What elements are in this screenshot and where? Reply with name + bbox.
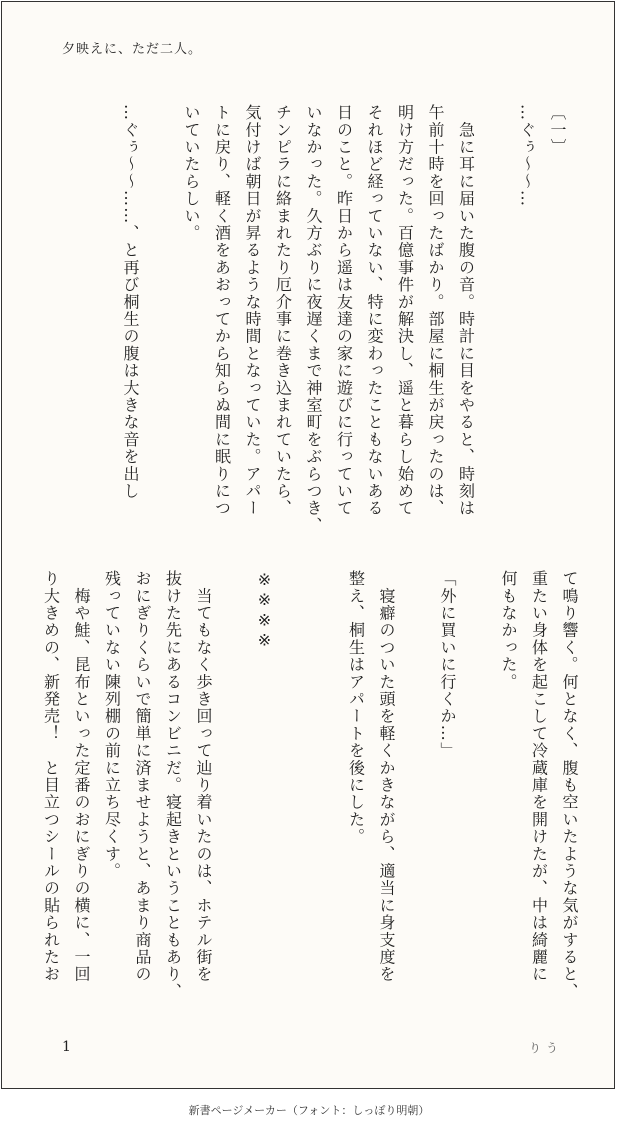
top-text-block	[115, 104, 573, 534]
text-line: それほど経っていない、特に変わったこともないある	[365, 104, 384, 517]
text-line: 「外に買いに行くか…」	[438, 570, 457, 760]
text-line	[145, 104, 176, 524]
text-line: 急に耳に届いた腹の音。時計に目をやると、時刻は	[456, 104, 476, 517]
text-line: 残っていない陳列棚の前に立ち尽くす。	[102, 570, 122, 880]
text-line: 日のこと。昨日から遥は友達の家に遊びに行っていて	[334, 104, 354, 517]
text-line: いなかった。久方ぶりに夜遅くまで神室町をぶらつき、	[304, 104, 323, 534]
bottom-text-block	[35, 570, 584, 1000]
page-number: 1	[62, 1039, 71, 1055]
text-line	[481, 104, 512, 524]
text-line: 抜けた先にあるコンビニだ。寝起きということもあり、	[163, 570, 183, 1000]
text-line: ※※※※	[255, 570, 274, 651]
footer-credit: 新書ページメーカー（フォント：しっぽり明朝）	[188, 1104, 430, 1117]
text-line	[401, 570, 432, 990]
text-line: 午前十時を回ったばかり。部屋に桐生が戻ったのは、	[426, 104, 445, 517]
text-line: 寝癖のついた頭を軽くかきながら、適当に身支度を	[377, 570, 396, 983]
text-line: 当てもなく歩き回って辿り着いたのは、ホテル街を	[194, 570, 213, 983]
text-line: り大きめの、新発売！ と目立つシールの貼られたお	[41, 570, 61, 983]
text-line: トに戻り、軽く酒をあおってから知らぬ間に眠りにつ	[212, 104, 232, 517]
text-line: 何もなかった。	[499, 570, 518, 691]
text-line: …ぐぅ〜〜…	[517, 104, 537, 208]
text-line: 明け方だった。百億事件が解決し、遥と暮らし始めて	[395, 104, 415, 517]
text-line: 整え、桐生はアパートを後にした。	[346, 570, 366, 846]
text-line: 重たい身体を起こして冷蔵庫を開けたが、中は綺麗に	[529, 570, 549, 983]
text-line: 梅や鮭、昆布といった定番のおにぎりの横に、一回	[72, 570, 91, 983]
text-line: 〔一〕	[548, 104, 567, 156]
text-line: おにぎりくらいで簡単に済ませようと、あまり商品の	[133, 570, 152, 983]
text-line: 気付けば朝日が昇るような時間となっていた。アパー	[243, 104, 262, 517]
text-line: て鳴り響く。何となく、腹も空いたような気がすると、	[560, 570, 579, 1000]
text-line: …ぐぅ〜〜……、と再び桐生の腹は大きな音を出し	[121, 104, 140, 500]
book-page	[1, 1, 615, 1089]
text-line	[462, 570, 493, 990]
text-line	[279, 570, 310, 990]
author-name: りう	[529, 1041, 564, 1055]
text-line: いていたらしい。	[182, 104, 201, 242]
chapter-title: 夕映えに、ただ二人。	[62, 42, 203, 57]
text-line	[218, 570, 249, 990]
text-line: チンピラに絡まれたり厄介事に巻き込まれていたら、	[273, 104, 293, 517]
text-line	[310, 570, 341, 990]
